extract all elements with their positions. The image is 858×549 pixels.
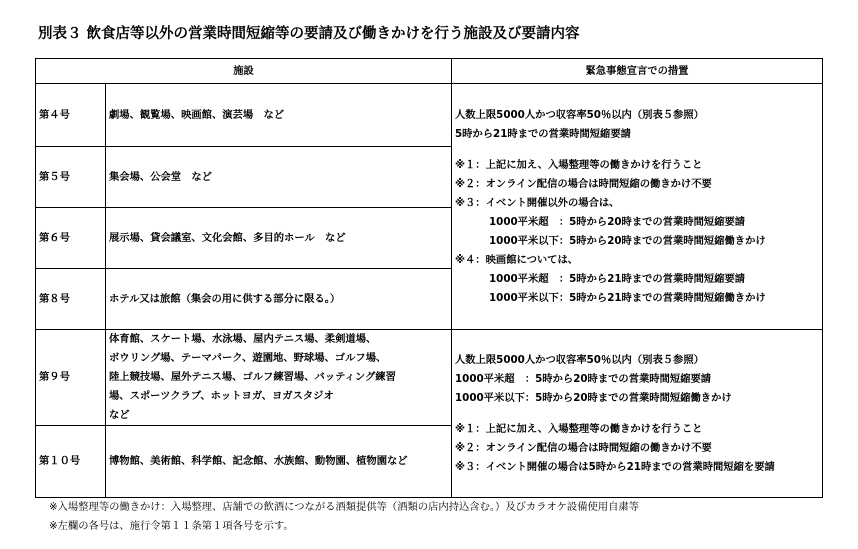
measure-note-detail: 1000平米超 ：5時から21時までの営業時間短縮要請 — [489, 272, 746, 285]
facility-line: など — [109, 409, 130, 421]
facility-cell — [106, 84, 452, 147]
row-number: 第９号 — [36, 330, 106, 426]
facility-line: 劇場、観覧場、映画館、演芸場 など — [109, 108, 285, 121]
facility-cell — [106, 208, 452, 269]
measure-note: ※１：上記に加え、入場整理等の働きかけを行うこと — [455, 158, 703, 171]
header-facility: 施設 — [36, 59, 452, 84]
measure-note: ※１：上記に加え、入場整理等の働きかけを行うこと — [455, 422, 703, 435]
row-number: 第８号 — [36, 269, 106, 330]
measure-note-detail: 1000平米超 ：5時から20時までの営業時間短縮要請 — [489, 215, 746, 228]
table-row — [36, 84, 823, 147]
measure-note-detail: 1000平米以下：5時から20時までの営業時間短縮働きかけ — [489, 234, 766, 247]
measure-line: 1000平米以下：5時から20時までの営業時間短縮働きかけ — [455, 391, 732, 404]
measures-cell-group-a — [452, 84, 823, 330]
measure-note: ※２：オンライン配信の場合は時間短縮の働きかけ不要 — [455, 177, 712, 190]
measure-note: ※２：オンライン配信の場合は時間短縮の働きかけ不要 — [455, 441, 712, 454]
facility-cell — [106, 426, 452, 498]
facility-cell — [106, 330, 452, 426]
facility-line: 場、スポーツクラブ、ホットヨガ、ヨガスタジオ — [109, 390, 334, 402]
measure-line: 5時から21時までの営業時間短縮要請 — [455, 127, 631, 140]
measure-note: ※３：イベント開催以外の場合は、 — [455, 196, 620, 209]
measure-line: 1000平米超 ：5時から20時までの営業時間短縮要請 — [455, 372, 712, 385]
measure-line: 人数上限5000人かつ収容率50％以内（別表５参照） — [455, 353, 704, 366]
facility-line: 展示場、貸会議室、文化会館、多目的ホール など — [109, 231, 346, 244]
page-title: 別表３ 飲食店等以外の営業時間短縮等の要請及び働きかけを行う施設及び要請内容 — [38, 26, 580, 42]
facility-table — [35, 58, 823, 498]
table-row — [36, 330, 823, 426]
facility-line: 体育館、スケート場、水泳場、屋内テニス場、柔剣道場、 — [109, 333, 377, 345]
measure-note: ※３：イベント開催の場合は5時から21時までの営業時間短縮を要請 — [455, 460, 775, 473]
facility-line: 集会場、公会堂 など — [109, 170, 212, 183]
facility-cell — [106, 269, 452, 330]
facility-line: 博物館、美術館、科学館、記念館、水族館、動物園、植物園など — [109, 455, 408, 467]
facility-cell — [106, 147, 452, 208]
measure-note: ※４：映画館については、 — [455, 253, 579, 266]
footnote: ※左欄の各号は、施行令第１１条第１項各号を示す。 — [49, 520, 294, 532]
row-number: 第１０号 — [36, 426, 106, 498]
footnotes — [49, 498, 639, 536]
measures-cell-group-b — [452, 330, 823, 498]
row-number: 第４号 — [36, 84, 106, 147]
header-measures: 緊急事態宣言での措置 — [452, 59, 823, 84]
table-header-row — [36, 59, 823, 84]
measure-line: 人数上限5000人かつ収容率50％以内（別表５参照） — [455, 108, 704, 121]
facility-line: ボウリング場、テーマパーク、遊園地、野球場、ゴルフ場、 — [109, 352, 387, 364]
row-number: 第６号 — [36, 208, 106, 269]
footnote: ※入場整理等の働きかけ：入場整理、店舗での飲酒につながる酒類提供等（酒類の店内持込含む。）及びカラオケ設備使用自粛等 — [49, 501, 639, 513]
facility-line: ホテル又は旅館（集会の用に供する部分に限る。） — [109, 292, 341, 305]
measure-note-detail: 1000平米以下：5時から21時までの営業時間短縮働きかけ — [489, 291, 766, 304]
facility-line: 陸上競技場、屋外テニス場、ゴルフ練習場、バッティング練習 — [109, 371, 396, 383]
row-number: 第５号 — [36, 147, 106, 208]
